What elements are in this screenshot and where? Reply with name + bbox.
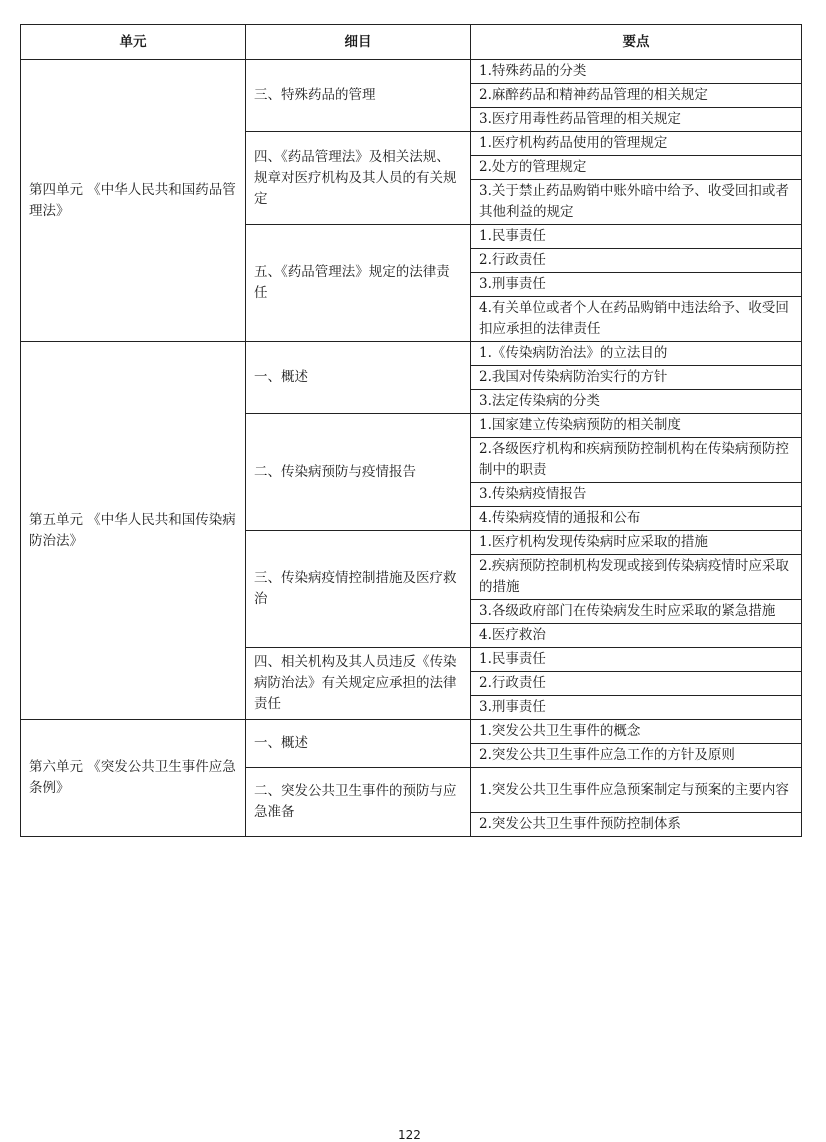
point-cell: 2.处方的管理规定 xyxy=(471,156,802,180)
item-cell: 二、突发公共卫生事件的预防与应急准备 xyxy=(246,768,471,837)
point-cell: 1.民事责任 xyxy=(471,648,802,672)
item-cell: 一、概述 xyxy=(246,342,471,414)
point-cell: 2.麻醉药品和精神药品管理的相关规定 xyxy=(471,84,802,108)
point-cell: 2.行政责任 xyxy=(471,249,802,273)
point-cell: 1.医疗机构药品使用的管理规定 xyxy=(471,132,802,156)
point-cell: 1.突发公共卫生事件应急预案制定与预案的主要内容 xyxy=(471,768,802,813)
table-body xyxy=(21,60,802,837)
header-points: 要点 xyxy=(471,25,802,60)
header-row xyxy=(21,25,802,60)
header-item: 细目 xyxy=(246,25,471,60)
point-cell: 3.刑事责任 xyxy=(471,273,802,297)
point-cell: 3.医疗用毒性药品管理的相关规定 xyxy=(471,108,802,132)
table-row xyxy=(21,720,802,744)
point-cell: 3.各级政府部门在传染病发生时应采取的紧急措施 xyxy=(471,600,802,624)
point-cell: 1.医疗机构发现传染病时应采取的措施 xyxy=(471,531,802,555)
header-unit: 单元 xyxy=(21,25,246,60)
item-cell: 三、传染病疫情控制措施及医疗救治 xyxy=(246,531,471,648)
point-cell: 4.有关单位或者个人在药品购销中违法给予、收受回扣应承担的法律责任 xyxy=(471,297,802,342)
point-cell: 2.行政责任 xyxy=(471,672,802,696)
point-cell: 1.特殊药品的分类 xyxy=(471,60,802,84)
table-row xyxy=(21,60,802,84)
point-cell: 2.突发公共卫生事件应急工作的方针及原则 xyxy=(471,744,802,768)
point-cell: 2.突发公共卫生事件预防控制体系 xyxy=(471,813,802,837)
point-cell: 4.医疗救治 xyxy=(471,624,802,648)
unit-cell: 第五单元 《中华人民共和国传染病防治法》 xyxy=(21,342,246,720)
point-cell: 1.国家建立传染病预防的相关制度 xyxy=(471,414,802,438)
point-cell: 4.传染病疫情的通报和公布 xyxy=(471,507,802,531)
point-cell: 2.各级医疗机构和疾病预防控制机构在传染病预防控制中的职责 xyxy=(471,438,802,483)
unit-cell: 第六单元 《突发公共卫生事件应急条例》 xyxy=(21,720,246,837)
item-cell: 二、传染病预防与疫情报告 xyxy=(246,414,471,531)
point-cell: 3.传染病疫情报告 xyxy=(471,483,802,507)
point-cell: 3.关于禁止药品购销中账外暗中给予、收受回扣或者其他利益的规定 xyxy=(471,180,802,225)
point-cell: 1.突发公共卫生事件的概念 xyxy=(471,720,802,744)
point-cell: 3.刑事责任 xyxy=(471,696,802,720)
item-cell: 五、《药品管理法》规定的法律责任 xyxy=(246,225,471,342)
point-cell: 1.民事责任 xyxy=(471,225,802,249)
item-cell: 三、特殊药品的管理 xyxy=(246,60,471,132)
point-cell: 1.《传染病防治法》的立法目的 xyxy=(471,342,802,366)
item-cell: 四、《药品管理法》及相关法规、规章对医疗机构及其人员的有关规定 xyxy=(246,132,471,225)
item-cell: 四、相关机构及其人员违反《传染病防治法》有关规定应承担的法律责任 xyxy=(246,648,471,720)
point-cell: 3.法定传染病的分类 xyxy=(471,390,802,414)
point-cell: 2.疾病预防控制机构发现或接到传染病疫情时应采取的措施 xyxy=(471,555,802,600)
syllabus-table xyxy=(20,24,802,837)
item-cell: 一、概述 xyxy=(246,720,471,768)
page-number: 122 xyxy=(398,1128,421,1142)
table-row xyxy=(21,342,802,366)
point-cell: 2.我国对传染病防治实行的方针 xyxy=(471,366,802,390)
unit-cell: 第四单元 《中华人民共和国药品管理法》 xyxy=(21,60,246,342)
